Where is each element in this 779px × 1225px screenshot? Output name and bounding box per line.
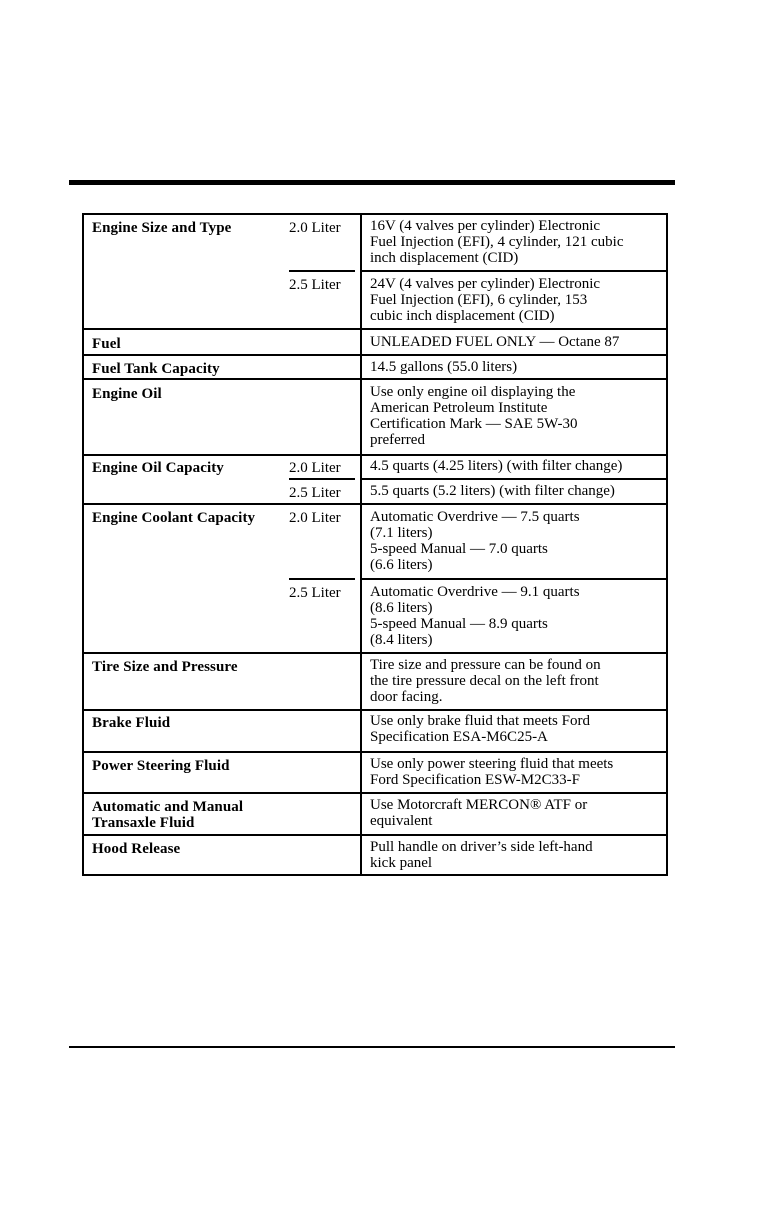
- row-divider: [360, 578, 668, 580]
- fuel-label: Fuel: [92, 336, 121, 352]
- coolant-label: Engine Coolant Capacity: [92, 510, 256, 526]
- coolant-liter-2-5: 2.5 Liter: [289, 585, 341, 601]
- engine-size-label: Engine Size and Type: [92, 220, 232, 236]
- fuel-desc: UNLEADED FUEL ONLY — Octane 87: [370, 334, 620, 350]
- row-divider: [82, 454, 668, 456]
- row-divider: [360, 478, 668, 480]
- row-divider: [82, 378, 668, 380]
- bottom-rule: [69, 1046, 675, 1048]
- row-divider: [82, 328, 668, 330]
- hood-release-label: Hood Release: [92, 841, 181, 857]
- power-steering-desc: Use only power steering fluid that meets Ford Specification ESW-M2C33-F: [370, 756, 614, 788]
- oil-capacity-desc-2-0: 4.5 quarts (4.25 liters) (with filter change): [370, 458, 623, 474]
- engine-size-desc-2-5: 24V (4 valves per cylinder) Electronic Fuel Injection (EFI), 6 cylinder, 153 cubic inch displacement (CID): [370, 276, 601, 324]
- row-divider: [360, 270, 668, 272]
- power-steering-label: Power Steering Fluid: [92, 758, 230, 774]
- row-divider: [82, 503, 668, 505]
- tire-label: Tire Size and Pressure: [92, 659, 238, 675]
- engine-size-desc-2-0: 16V (4 valves per cylinder) Electronic Fuel Injection (EFI), 4 cylinder, 121 cubic inch displacement (CID): [370, 218, 624, 266]
- specifications-table: [82, 213, 668, 876]
- transaxle-desc: Use Motorcraft MERCON® ATF or equivalent: [370, 797, 588, 829]
- liter-divider: [289, 478, 355, 480]
- engine-oil-label: Engine Oil: [92, 386, 162, 402]
- top-rule: [69, 180, 675, 185]
- coolant-desc-2-0: Automatic Overdrive — 7.5 quarts (7.1 liters) 5-speed Manual — 7.0 quarts (6.6 liters): [370, 509, 580, 573]
- engine-oil-desc: Use only engine oil displaying the American Petroleum Institute Certification Mark — SAE 5W-30 preferred: [370, 384, 578, 448]
- oil-capacity-desc-2-5: 5.5 quarts (5.2 liters) (with filter change): [370, 483, 615, 499]
- oil-capacity-liter-2-5: 2.5 Liter: [289, 485, 341, 501]
- coolant-desc-2-5: Automatic Overdrive — 9.1 quarts (8.6 liters) 5-speed Manual — 8.9 quarts (8.4 liters): [370, 584, 580, 648]
- row-divider: [82, 792, 668, 794]
- engine-size-liter-2-5: 2.5 Liter: [289, 277, 341, 293]
- hood-release-desc: Pull handle on driver’s side left-hand kick panel: [370, 839, 593, 871]
- oil-capacity-liter-2-0: 2.0 Liter: [289, 460, 341, 476]
- brake-fluid-desc: Use only brake fluid that meets Ford Specification ESA-M6C25-A: [370, 713, 590, 745]
- tire-desc: Tire size and pressure can be found on the tire pressure decal on the left front door facing.: [370, 657, 601, 705]
- coolant-liter-2-0: 2.0 Liter: [289, 510, 341, 526]
- fuel-tank-label: Fuel Tank Capacity: [92, 361, 220, 377]
- row-divider: [82, 751, 668, 753]
- transaxle-label: Automatic and Manual Transaxle Fluid: [92, 799, 244, 831]
- row-divider: [82, 834, 668, 836]
- column-divider: [360, 215, 362, 874]
- liter-divider: [289, 270, 355, 272]
- fuel-tank-desc: 14.5 gallons (55.0 liters): [370, 359, 518, 375]
- brake-fluid-label: Brake Fluid: [92, 715, 171, 731]
- engine-size-liter-2-0: 2.0 Liter: [289, 220, 341, 236]
- liter-divider: [289, 578, 355, 580]
- row-divider: [82, 354, 668, 356]
- oil-capacity-label: Engine Oil Capacity: [92, 460, 224, 476]
- row-divider: [82, 709, 668, 711]
- row-divider: [82, 652, 668, 654]
